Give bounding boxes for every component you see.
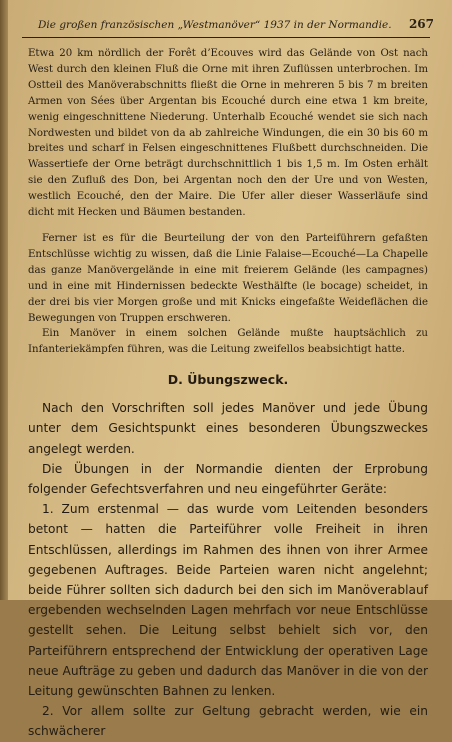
paragraph-exercises: Die Übungen in der Normandie dienten der Erprobung folgender Gefechtsverfahren und neu eingeführter Geräte: [28, 461, 428, 496]
page-body [28, 46, 428, 742]
running-title: Die großen französischen „Westmanöver“ 1937 in der Normandie. [38, 19, 392, 31]
header-rule [22, 37, 430, 38]
paragraph-terrain-line: Ferner ist es für die Beurteilung der von den Parteiführern gefaßten Entschlüsse wichtig zu wissen, daß die Linie Falaise—Ecouché—La Chapelle das ganze Manövergelände in eine mit freierem Gelände (les campagnes) und in eine mit Hindernissen bedeckte Westhälfte (le bocage) scheidet, in der drei bis vier Morgen große und mit Knicks eingefaßte Weideflächen die Bewegungen von Truppen erschweren. [28, 232, 428, 324]
paragraph-terrain-orne: Etwa 20 km nördlich der Forêt d’Ecouves wird das Gelände von Ost nach West durch den kleinen Fluß die Orne mit ihren Zuflüssen unterbrochen. Im Ostteil des Manöverabschnitts fließt die Orne in mehreren 5 bis 7 m breiten Armen von Sées über Argentan bis Ecouché durch eine etwa 1 km breite, wenig eingeschnittene Niederung. Unterhalb Ecouché wendet sie sich nach Nordwesten und bildet von da ab zahlreiche Windungen, die ein 30 bis 60 m breites und scharf in Felsen eingeschnittenes Flußbett durchschneiden. Die Wassertiefe der Orne beträgt durchschnittlich 1 bis 1,5 m. Im Osten erhält sie den Zufluß des Don, bei Argentan noch den der Ure und von Westen, westlich Ecouché, den der Maire. Die Ufer aller dieser Wasserläufe sind dicht mit Hecken und Bäumen bestanden. [28, 48, 428, 219]
page-number: 267 [408, 17, 434, 31]
running-header [30, 16, 438, 34]
section-title: D. Übungszweck. [167, 372, 289, 388]
paragraph-point-2: 2. Vor allem sollte zur Geltung gebracht werden, wie ein schwächerer [28, 704, 428, 739]
paragraph-regulations: Nach den Vorschriften soll jedes Manöver und jede Übung unter dem Gesichtspunkt eines besonderen Übungszweckes angelegt werden. [28, 401, 428, 456]
page-edge [0, 0, 8, 600]
paragraph-infantry-fights: Ein Manöver in einem solchen Gelände mußte hauptsächlich zu Infanteriekämpfen führen, was die Leitung zweifellos beabsichtigt hatte. [28, 328, 428, 356]
paragraph-point-1: 1. Zum erstenmal — das wurde vom Leitenden besonders betont — hatten die Parteiführer volle Freiheit in ihren Entschlüssen, allerdings im Rahmen des ihnen von ihrer Armee gegebenen Auftrages. Beide Parteien waren nicht angelehnt; beide Führer sollten sich dadurch bei den sich im Manöverablauf ergebenden wechselnden Lagen mehrfach vor neue Entschlüsse gestellt sehen. Die Leitung selbst behielt sich vor, den Parteiführern entsprechend der Entwicklung der operativen Lage neue Aufträge zu geben und dadurch das Manöver in die von der Leitung gewünschten Bahnen zu lenken. [28, 502, 428, 698]
